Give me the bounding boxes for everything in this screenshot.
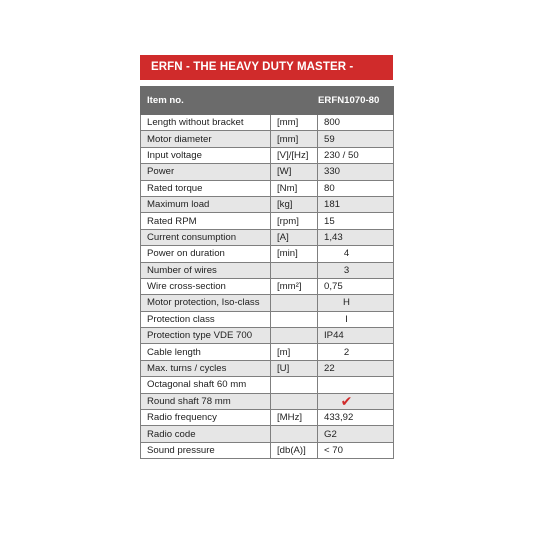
table-row [141, 295, 394, 311]
row-value: 15 [318, 213, 394, 229]
table-row [141, 147, 394, 163]
table-row [141, 344, 394, 360]
table-row [141, 278, 394, 294]
row-unit: [mm] [271, 115, 318, 131]
table-row [141, 115, 394, 131]
table-row [141, 442, 394, 458]
table-row [141, 328, 394, 344]
table-row [141, 229, 394, 245]
spec-table [140, 86, 394, 459]
row-value [318, 377, 394, 393]
row-unit: [mm] [271, 131, 318, 147]
row-unit: [min] [271, 246, 318, 262]
row-value: 22 [318, 360, 394, 376]
banner-title: ERFN - THE HEAVY DUTY MASTER - [140, 55, 393, 80]
row-value [318, 393, 394, 409]
row-label: Protection class [141, 311, 271, 327]
header-item-label: Item no. [141, 87, 271, 115]
header-unit [271, 87, 318, 115]
row-value: 181 [318, 196, 394, 212]
row-value: 4 [318, 246, 394, 262]
row-label: Motor diameter [141, 131, 271, 147]
table-row [141, 164, 394, 180]
table-row [141, 311, 394, 327]
row-label: Power on duration [141, 246, 271, 262]
row-unit: [db(A)] [271, 442, 318, 458]
row-label: Maximum load [141, 196, 271, 212]
row-unit [271, 328, 318, 344]
row-value: G2 [318, 426, 394, 442]
row-unit: [V]/[Hz] [271, 147, 318, 163]
row-unit: [m] [271, 344, 318, 360]
row-unit [271, 311, 318, 327]
row-unit [271, 377, 318, 393]
row-label: Radio code [141, 426, 271, 442]
row-unit: [W] [271, 164, 318, 180]
row-value: 330 [318, 164, 394, 180]
row-unit: [A] [271, 229, 318, 245]
row-label: Number of wires [141, 262, 271, 278]
row-value: I [318, 311, 394, 327]
row-label: Octagonal shaft 60 mm [141, 377, 271, 393]
row-label: Wire cross-section [141, 278, 271, 294]
row-label: Cable length [141, 344, 271, 360]
row-value: 80 [318, 180, 394, 196]
row-unit [271, 295, 318, 311]
row-value: 59 [318, 131, 394, 147]
row-value: 433,92 [318, 410, 394, 426]
table-row [141, 131, 394, 147]
row-label: Power [141, 164, 271, 180]
row-unit [271, 426, 318, 442]
table-row [141, 246, 394, 262]
row-label: Rated RPM [141, 213, 271, 229]
table-row [141, 180, 394, 196]
table-row [141, 426, 394, 442]
row-value: 1,43 [318, 229, 394, 245]
row-label: Rated torque [141, 180, 271, 196]
table-row [141, 196, 394, 212]
header-model: ERFN1070-80 [318, 87, 394, 115]
row-unit [271, 262, 318, 278]
row-value: 800 [318, 115, 394, 131]
row-label: Current consumption [141, 229, 271, 245]
row-unit: [MHz] [271, 410, 318, 426]
row-value: 2 [318, 344, 394, 360]
row-label: Radio frequency [141, 410, 271, 426]
row-label: Max. turns / cycles [141, 360, 271, 376]
row-unit [271, 393, 318, 409]
row-unit: [mm²] [271, 278, 318, 294]
row-value: < 70 [318, 442, 394, 458]
row-label: Motor protection, Iso-class [141, 295, 271, 311]
table-row [141, 377, 394, 393]
row-value: IP44 [318, 328, 394, 344]
row-value: H [318, 295, 394, 311]
table-row [141, 262, 394, 278]
table-row [141, 360, 394, 376]
row-label: Input voltage [141, 147, 271, 163]
row-unit: [Nm] [271, 180, 318, 196]
table-row [141, 213, 394, 229]
row-unit: [U] [271, 360, 318, 376]
row-value: 3 [318, 262, 394, 278]
row-value: 0,75 [318, 278, 394, 294]
row-value: 230 / 50 [318, 147, 394, 163]
table-row [141, 410, 394, 426]
check-icon: ✔ [340, 393, 353, 409]
row-unit: [kg] [271, 196, 318, 212]
table-row [141, 393, 394, 409]
row-label: Protection type VDE 700 [141, 328, 271, 344]
table-header-row [141, 87, 394, 115]
row-unit: [rpm] [271, 213, 318, 229]
row-label: Round shaft 78 mm [141, 393, 271, 409]
row-label: Length without bracket [141, 115, 271, 131]
row-label: Sound pressure [141, 442, 271, 458]
